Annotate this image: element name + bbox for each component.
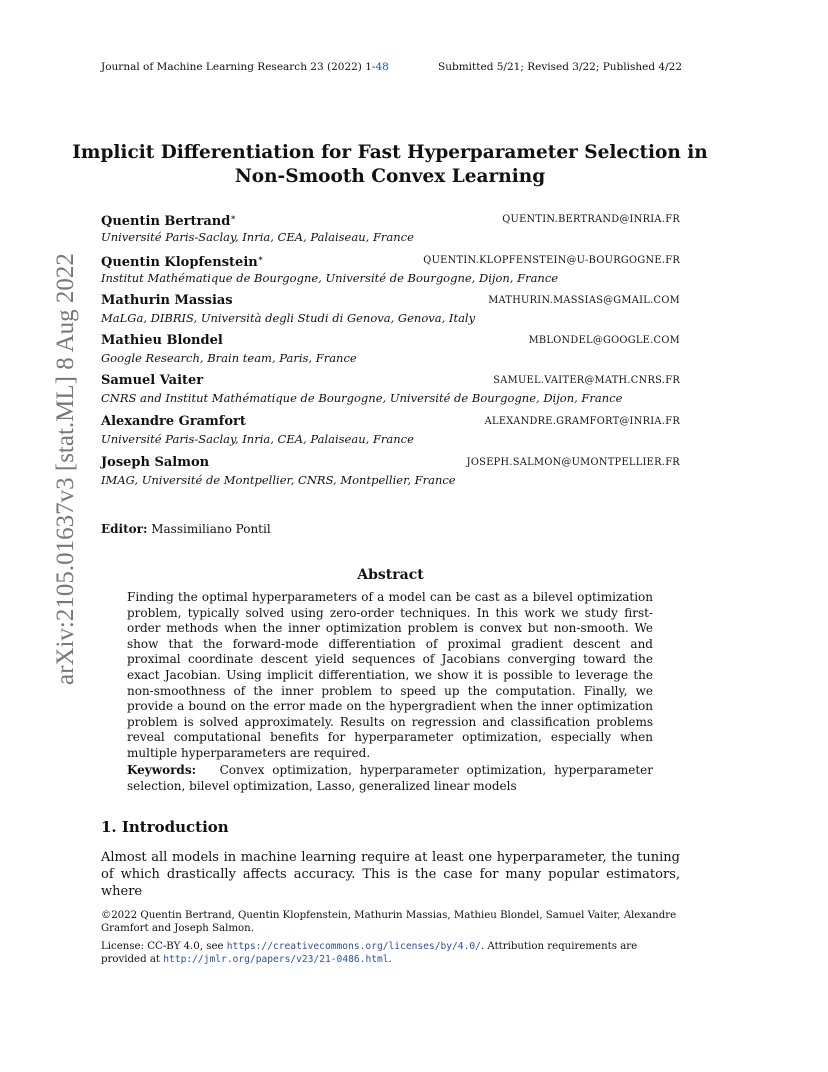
arxiv-stamp-text: arXiv:2105.01637v3 [stat.ML] 8 Aug 2022 — [52, 253, 79, 685]
section-heading: 1. Introduction — [101, 818, 229, 836]
editor-label: Editor: — [101, 522, 148, 536]
author-block — [101, 455, 680, 495]
author-email: SAMUEL.VAITER@MATH.CNRS.FR — [493, 375, 680, 386]
author-block — [101, 212, 680, 252]
license-url-link[interactable]: https://creativecommons.org/licenses/by/4.0/ — [226, 941, 481, 952]
author-block — [101, 414, 680, 454]
author-email: QUENTIN.KLOPFENSTEIN@U-BOURGOGNE.FR — [423, 255, 680, 266]
author-affiliation: IMAG, Université de Montpellier, CNRS, Montpellier, France — [101, 473, 456, 487]
author-block — [101, 333, 680, 373]
equal-contribution-mark: ∗ — [257, 253, 264, 263]
author-affiliation: Google Research, Brain team, Paris, France — [101, 351, 357, 365]
attribution-url-link[interactable]: http://jmlr.org/papers/v23/21-0486.html — [163, 953, 389, 965]
author-affiliation: Université Paris-Saclay, Inria, CEA, Palaiseau, France — [101, 432, 414, 446]
author-email: MATHURIN.MASSIAS@GMAIL.COM — [488, 295, 680, 306]
author-block — [101, 253, 680, 293]
author-name: Mathurin Massias — [101, 293, 233, 308]
author-name: Samuel Vaiter — [101, 373, 204, 388]
keywords — [127, 763, 653, 794]
keywords-text: Convex optimization, hyperparameter optimization, hyperparameter selection, bilevel optimization, Lasso, generalized linear models — [127, 763, 653, 793]
author-name: Mathieu Blondel — [101, 333, 223, 348]
equal-contribution-mark: ∗ — [230, 212, 236, 222]
intro-paragraph: Almost all models in machine learning require at least one hyperparameter, the tuning of which drastically affects accuracy. This is the case for many popular estimators, where — [101, 850, 680, 899]
arxiv-stamp — [36, 253, 79, 685]
editor-line — [101, 522, 271, 536]
license-note: License: CC-BY 4.0, see https://creativecommons.org/licenses/by/4.0/. Attribution requirements are provided at http://jmlr.org/papers/v23/21-0486.html. — [101, 941, 638, 965]
author-email: QUENTIN.BERTRAND@INRIA.FR — [502, 214, 680, 225]
copyright-note: ©2022 Quentin Bertrand, Quentin Klopfenstein, Mathurin Massias, Mathieu Blondel, Samuel Vaiter, Alexandre Gramfort and Joseph Salmon. — [101, 910, 677, 934]
abstract-body: Finding the optimal hyperparameters of a model can be cast as a bilevel optimization problem, typically solved using zero-order techniques. In this work we study first-order methods when the inner optimization problem is convex but non-smooth. We show that the forward-mode differentiation of proximal gradient descent and proximal coordinate descent yield sequences of Jacobians converging toward the exact Jacobian. Using implicit differentiation, we show it is possible to leverage the non-smoothness of the inner problem to speed up the computation. Finally, we provide a bound on the error made on the hypergradient when the inner optimization problem is solved approximately. Results on regression and classification problems reveal computational benefits for hyperparameter optimization, especially when multiple hyperparameters are required. — [127, 590, 653, 760]
abstract-heading: Abstract — [357, 567, 424, 583]
running-header-journal: Journal of Machine Learning Research 23 (2022) 1-48 — [101, 61, 389, 73]
author-name: Quentin Klopfenstein∗ — [101, 253, 264, 270]
author-block — [101, 293, 680, 333]
author-affiliation: MaLGa, DIBRIS, Università degli Studi di Genova, Genova, Italy — [101, 311, 476, 325]
author-name: Alexandre Gramfort — [101, 414, 246, 429]
paper-title: Implicit Differentiation for Fast Hyperparameter Selection in Non-Smooth Convex Learning — [72, 142, 708, 187]
keywords-label: Keywords: — [127, 763, 197, 777]
author-affiliation: Institut Mathématique de Bourgogne, Université de Bourgogne, Dijon, France — [101, 271, 559, 285]
author-affiliation: CNRS and Institut Mathématique de Bourgogne, Université de Bourgogne, Dijon, France — [101, 391, 623, 405]
editor-name: Massimiliano Pontil — [151, 522, 271, 536]
author-block — [101, 373, 680, 413]
author-email: MBLONDEL@GOOGLE.COM — [528, 335, 680, 346]
running-header-dates: Submitted 5/21; Revised 3/22; Published 4/22 — [438, 61, 682, 73]
author-email: ALEXANDRE.GRAMFORT@INRIA.FR — [484, 416, 680, 427]
author-name: Joseph Salmon — [101, 455, 210, 470]
author-email: JOSEPH.SALMON@UMONTPELLIER.FR — [466, 457, 680, 468]
author-name: Quentin Bertrand∗ — [101, 212, 236, 229]
author-affiliation: Université Paris-Saclay, Inria, CEA, Palaiseau, France — [101, 230, 414, 244]
page-range-link[interactable]: 48 — [375, 61, 389, 73]
